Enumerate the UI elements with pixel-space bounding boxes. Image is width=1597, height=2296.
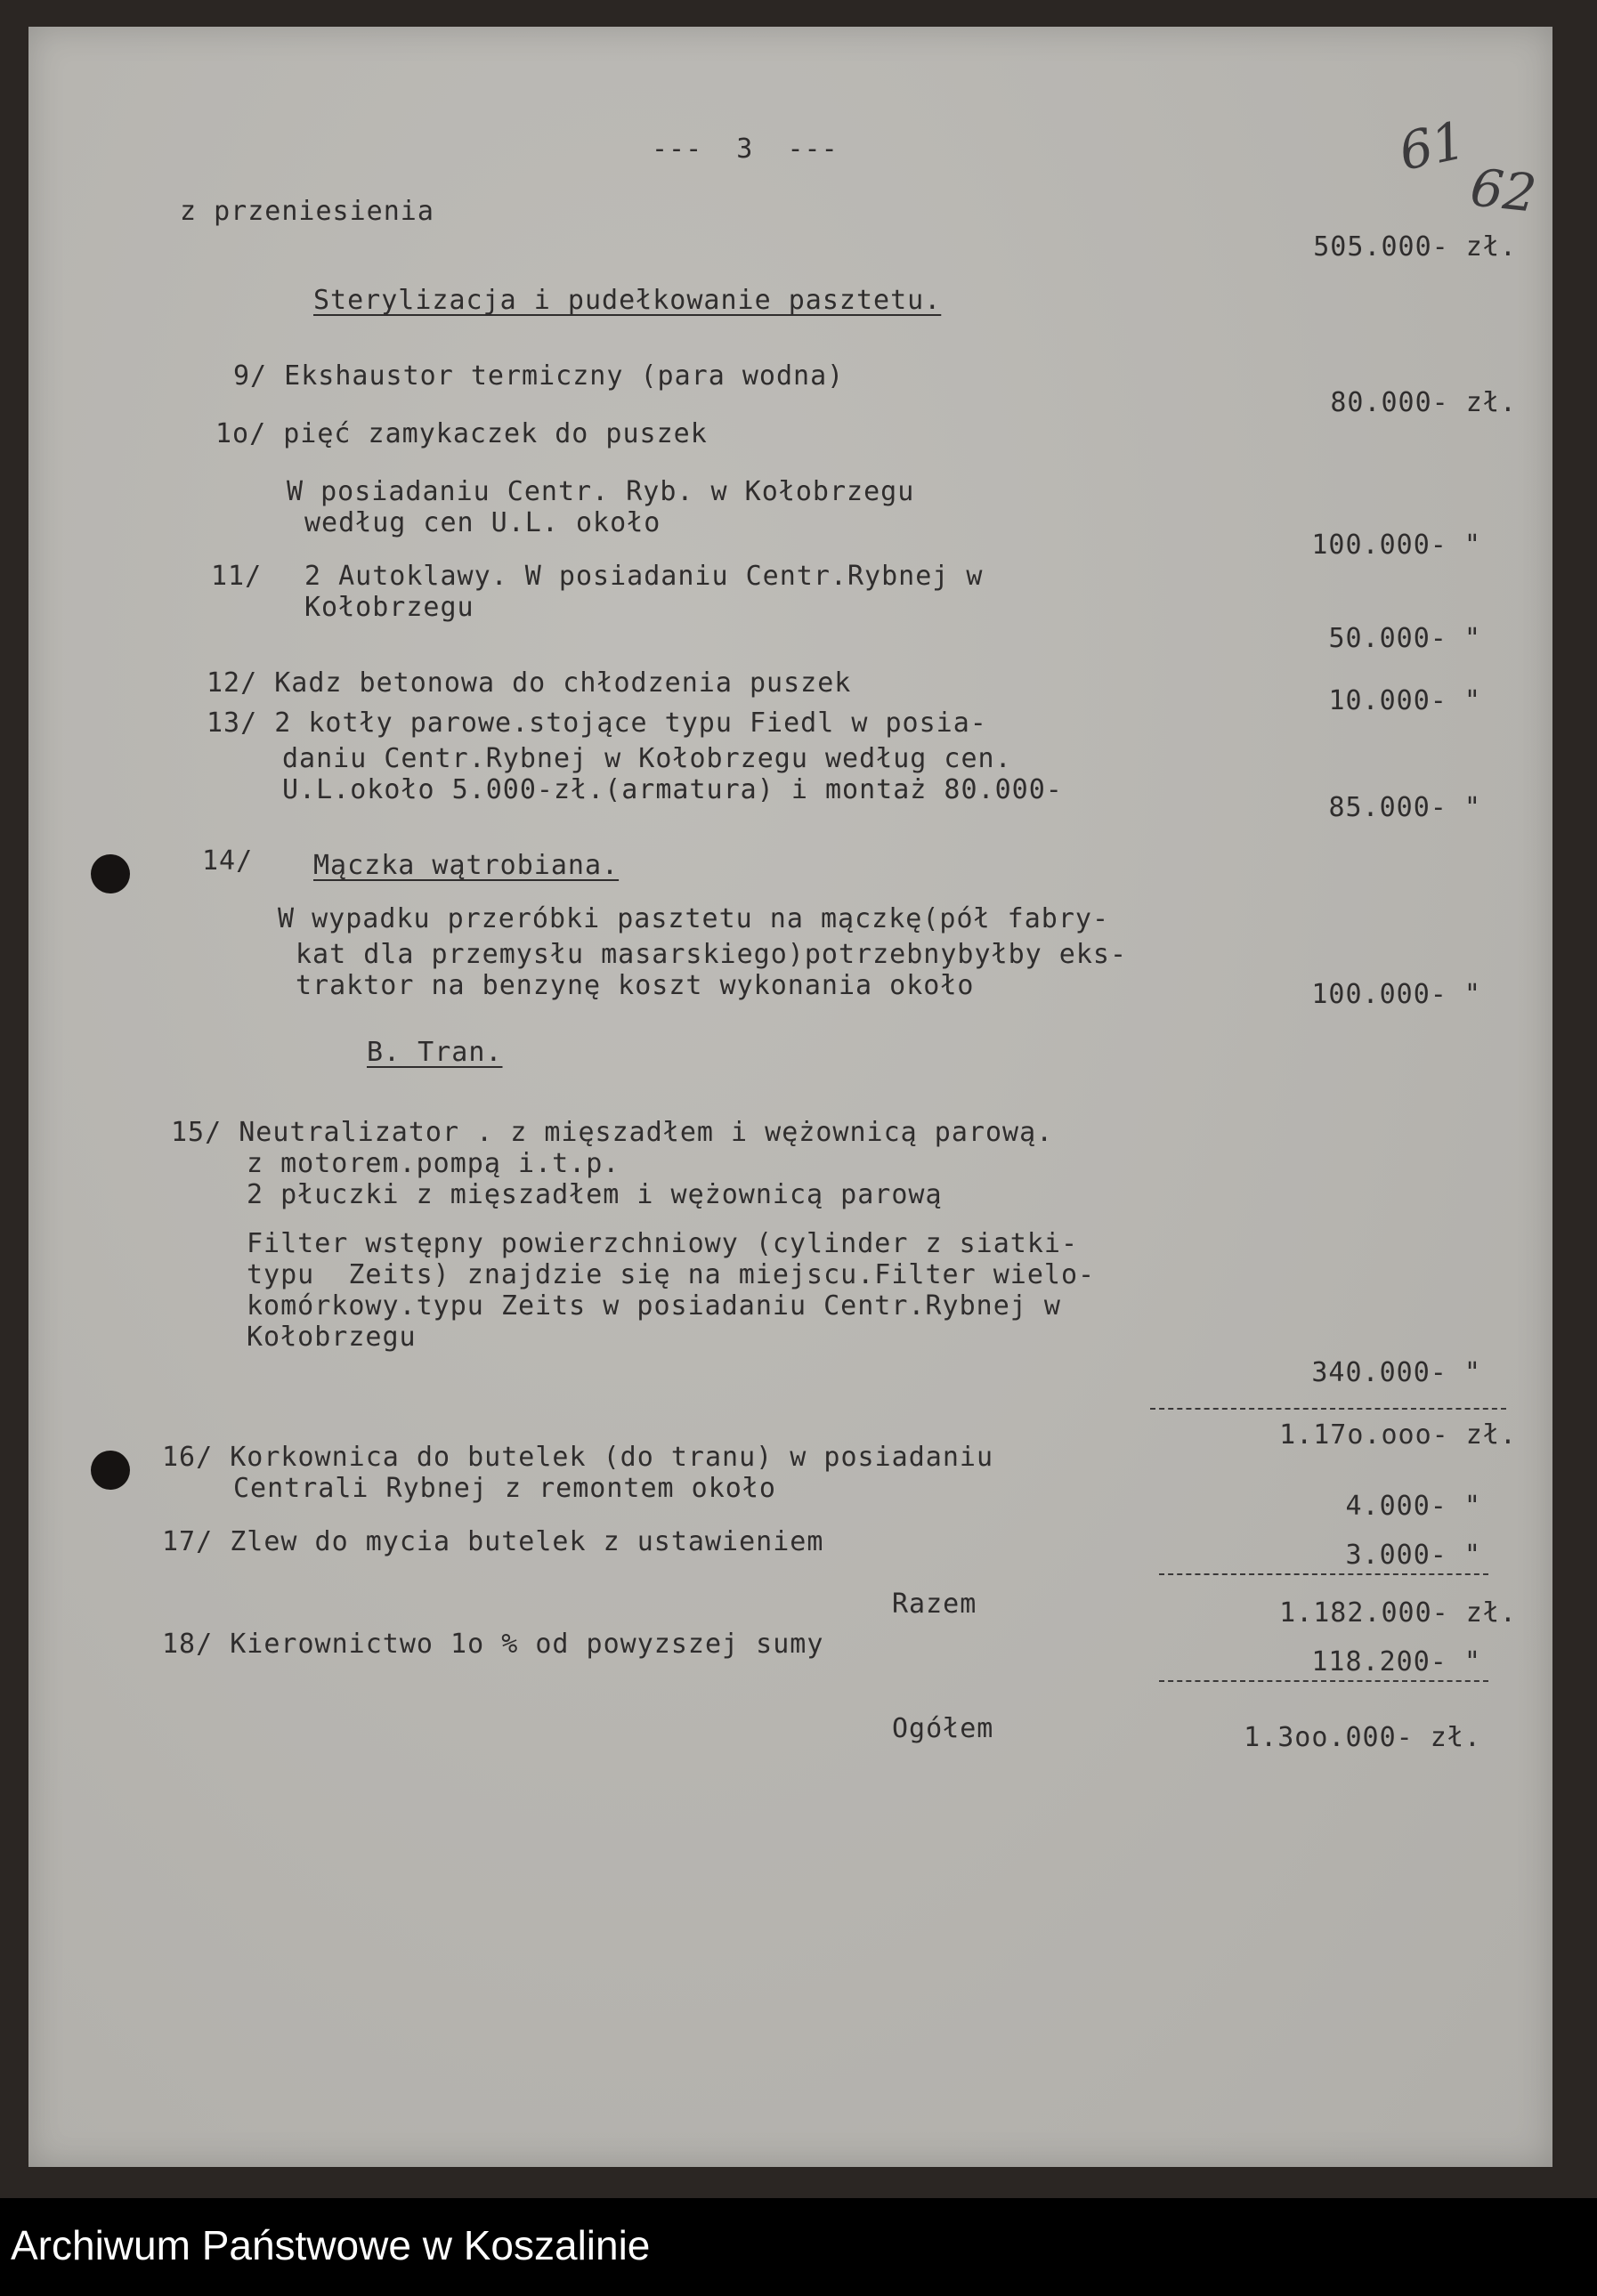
item-10-text: 1o/ pięć zamykaczek do puszek [215, 418, 708, 449]
item-15-line7: Kołobrzegu [247, 1322, 417, 1353]
item-15-amount: 340.000- " [1311, 1357, 1481, 1388]
item-14-line1: W wypadku przeróbki pasztetu na mączkę(pół fabry- [278, 903, 1110, 934]
item-15-line6: komórkowy.typu Zeits w posiadaniu Centr.Rybnej w [247, 1290, 1061, 1322]
item-9-amount: 80.000- zł. [1330, 387, 1517, 418]
item-10-note-line1: W posiadaniu Centr. Ryb. w Kołobrzegu [287, 476, 915, 507]
item-11-amount: 50.000- " [1328, 623, 1481, 654]
item-14-number: 14/ [202, 845, 254, 877]
item-15-line2: z motorem.pompą i.t.p. [247, 1148, 620, 1179]
item-13-amount: 85.000- " [1328, 792, 1481, 823]
page-number-header: --- 3 --- [652, 133, 839, 165]
item-18-text: 18/ Kierownictwo 1o % od powyzszej sumy [162, 1629, 824, 1660]
item-14-title: Mączka wątrobiana. [313, 850, 620, 881]
ogolem-label: Ogółem [892, 1713, 994, 1744]
item-13-line3: U.L.około 5.000-zł.(armatura) i montaż 80.000- [282, 774, 1063, 805]
handwritten-folio-new: 62 [1467, 157, 1540, 224]
archive-footer [0, 2198, 1597, 2296]
item-11-number: 11/ [211, 561, 263, 592]
item-14-amount: 100.000- " [1311, 979, 1481, 1010]
item-10-amount: 100.000- " [1311, 530, 1481, 561]
item-15-line4: Filter wstępny powierzchniowy (cylinder z siatki- [247, 1228, 1079, 1259]
document-page [28, 27, 1552, 2167]
item-17-amount: 3.000- " [1345, 1540, 1481, 1571]
archive-name: Archiwum Państwowe w Koszalinie [11, 2222, 651, 2268]
handwritten-folio-old: 61 [1393, 109, 1471, 182]
item-15-line5: typu Zeits) znajdzie się na miejscu.Filter wielo- [247, 1259, 1096, 1290]
subtotal-amount: 1.17o.ooo- zł. [1279, 1419, 1517, 1451]
razem-rule [1159, 1573, 1488, 1575]
punch-hole-bottom [91, 1451, 130, 1490]
item-14-line2: kat dla przemysłu masarskiego)potrzebnybyłby eks- [296, 939, 1128, 970]
item-17-text: 17/ Zlew do mycia butelek z ustawieniem [162, 1526, 824, 1557]
punch-hole-top [91, 854, 130, 893]
carried-over-label: z przeniesienia [180, 196, 434, 227]
item-15-line1: 15/ Neutralizator . z mięszadłem i wężownicą parową. [171, 1117, 1054, 1148]
carried-over-amount: 505.000- zł. [1313, 231, 1517, 263]
item-18-amount: 118.200- " [1311, 1646, 1481, 1678]
item-14-line3: traktor na benzynę koszt wykonania około [296, 970, 975, 1001]
item-15-line3: 2 płuczki z mięszadłem i wężownicą parową [247, 1179, 943, 1210]
item-16-amount: 4.000- " [1345, 1491, 1481, 1522]
item-16-line1: 16/ Korkownica do butelek (do tranu) w posiadaniu [162, 1442, 994, 1473]
item-11-line1: 2 Autoklawy. W posiadaniu Centr.Rybnej w [304, 561, 984, 592]
ogolem-amount: 1.3oo.000- zł. [1244, 1722, 1481, 1753]
razem-amount: 1.182.000- zł. [1279, 1597, 1517, 1629]
subtotal-rule [1150, 1408, 1506, 1410]
ogolem-rule [1159, 1680, 1488, 1682]
item-13-line2: daniu Centr.Rybnej w Kołobrzegu według cen. [282, 743, 1012, 774]
section-title-tran: B. Tran. [367, 1037, 503, 1068]
item-12-amount: 10.000- " [1328, 685, 1481, 716]
item-12-text: 12/ Kadz betonowa do chłodzenia puszek [207, 667, 852, 699]
item-16-line2: Centrali Rybnej z remontem około [233, 1473, 776, 1504]
item-13-line1: 13/ 2 kotły parowe.stojące typu Fiedl w posia- [207, 707, 987, 739]
section-title-sterylizacja: Sterylizacja i pudełkowanie pasztetu. [313, 285, 942, 316]
item-10-note-line2: według cen U.L. około [304, 507, 661, 538]
razem-label: Razem [892, 1589, 977, 1620]
item-9-text: 9/ Ekshaustor termiczny (para wodna) [233, 360, 845, 392]
item-11-line2: Kołobrzegu [304, 592, 474, 623]
